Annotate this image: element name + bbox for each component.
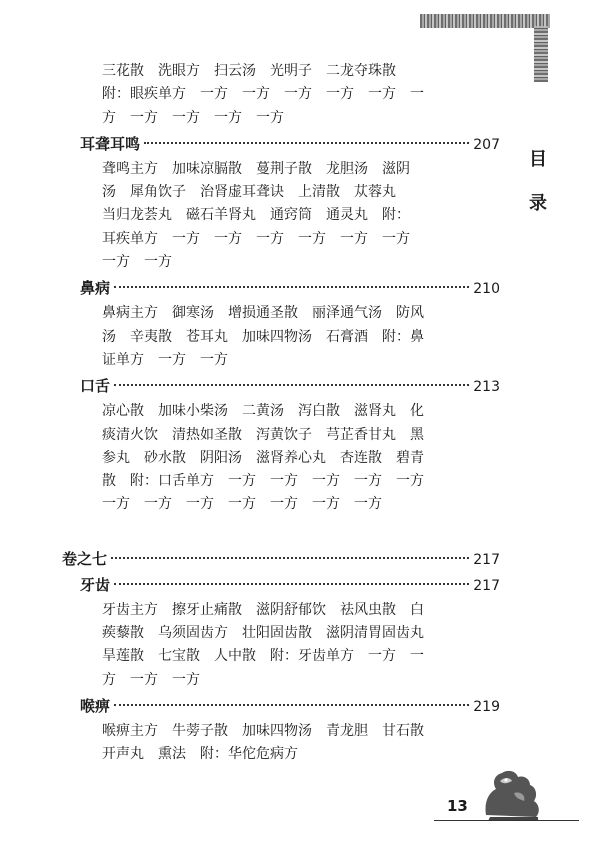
toc-items-yachi	[80, 599, 500, 692]
toc-entry-title: 牙齿	[80, 575, 111, 594]
toc-item-line: 一方 一方 一方 一方 一方 一方 一方	[102, 496, 382, 513]
toc-item-line: 参丸 砂水散 阴阳汤 滋肾养心丸 杏连散 碧青	[102, 449, 424, 466]
toc-entry-page: 217	[473, 577, 500, 594]
chapter-marker-char: 录	[529, 193, 547, 214]
leader-dots	[144, 142, 469, 144]
toc-item-line: 一方 一方	[102, 254, 172, 271]
toc-item-line: 痰清火饮 清热如圣散 泻黄饮子 芎芷香甘丸 黑	[102, 426, 424, 443]
section-gap	[80, 517, 500, 545]
leader-dots	[114, 286, 469, 288]
toc-items-koushe	[80, 400, 500, 516]
toc-entry-page: 219	[473, 698, 500, 715]
toc-entry-title: 耳聋耳鸣	[80, 134, 141, 153]
corner-ornament-side	[534, 26, 548, 82]
toc-items-yanji	[80, 60, 500, 130]
toc-item-line: 耳疾单方 一方 一方 一方 一方 一方 一方	[102, 230, 410, 247]
lion-ornament-icon	[478, 763, 546, 823]
toc-entry-title: 喉痹	[80, 696, 111, 715]
toc-items-erlong	[80, 158, 500, 274]
toc-entry-page: 213	[473, 379, 500, 396]
toc-entry-erlong[interactable]	[80, 132, 500, 156]
toc-item-line: 当归龙荟丸 磁石羊肾丸 通窍筒 通灵丸 附：	[102, 207, 410, 224]
chapter-marker-char: 目	[529, 149, 547, 170]
toc-item-line: 三花散 洗眼方 扫云汤 光明子 二龙夺珠散	[102, 63, 396, 79]
toc-items-houbi	[80, 720, 500, 767]
toc-item-line: 凉心散 加味小柴汤 二黄汤 泻白散 滋肾丸 化	[102, 403, 424, 420]
toc-item-line: 方 一方 一方	[102, 671, 200, 688]
toc-entry-bibing[interactable]	[80, 276, 500, 300]
toc-item-line: 汤 犀角饮子 治肾虚耳聋诀 上清散 苁蓉丸	[102, 184, 396, 201]
toc-item-line: 开声丸 熏法 附：华佗危病方	[102, 746, 298, 763]
leader-dots	[114, 583, 469, 585]
chapter-marker	[527, 138, 549, 226]
toc-items-bibing	[80, 302, 500, 372]
toc-item-line: 喉痹主方 牛蒡子散 加味四物汤 青龙胆 甘石散	[102, 722, 424, 739]
toc-item-line: 牙齿主方 擦牙止痛散 滋阴舒郁饮 祛风虫散 白	[102, 601, 424, 618]
bottom-rule	[434, 820, 579, 821]
toc-entry-juan7[interactable]	[62, 547, 500, 571]
page-number: 13	[447, 797, 468, 815]
toc-entry-page: 210	[473, 281, 500, 298]
toc-item-line: 附：眼疾单方 一方 一方 一方 一方 一方 一	[102, 86, 424, 103]
leader-dots	[114, 704, 469, 706]
toc-entry-yachi[interactable]	[80, 573, 500, 597]
toc-item-line: 方 一方 一方 一方 一方	[102, 109, 284, 126]
toc-entry-houbi[interactable]	[80, 694, 500, 718]
toc-item-line: 蒺藜散 乌须固齿方 壮阳固齿散 滋阴清胃固齿丸	[102, 625, 424, 642]
toc-item-line: 汤 辛夷散 苍耳丸 加味四物汤 石膏酒 附：鼻	[102, 328, 424, 345]
toc-item-line: 鼻病主方 御寒汤 增损通圣散 丽泽通气汤 防风	[102, 305, 424, 322]
toc-entry-page: 207	[473, 136, 500, 153]
toc-entry-page: 217	[473, 551, 500, 568]
toc-item-line: 聋鸣主方 加味凉膈散 蔓荆子散 龙胆汤 滋阴	[102, 160, 410, 177]
toc-item-line: 证单方 一方 一方	[102, 351, 228, 368]
table-of-contents	[62, 58, 500, 767]
toc-entry-title: 鼻病	[80, 279, 111, 298]
corner-ornament	[420, 14, 550, 28]
leader-dots	[111, 557, 469, 559]
toc-item-line: 散 附：口舌单方 一方 一方 一方 一方 一方	[102, 473, 424, 490]
toc-entry-koushe[interactable]	[80, 374, 500, 398]
leader-dots	[114, 384, 469, 386]
toc-entry-title: 口舌	[80, 377, 111, 396]
toc-item-line: 旱莲散 七宝散 人中散 附：牙齿单方 一方 一	[102, 648, 424, 665]
toc-entry-title: 卷之七	[62, 549, 108, 568]
